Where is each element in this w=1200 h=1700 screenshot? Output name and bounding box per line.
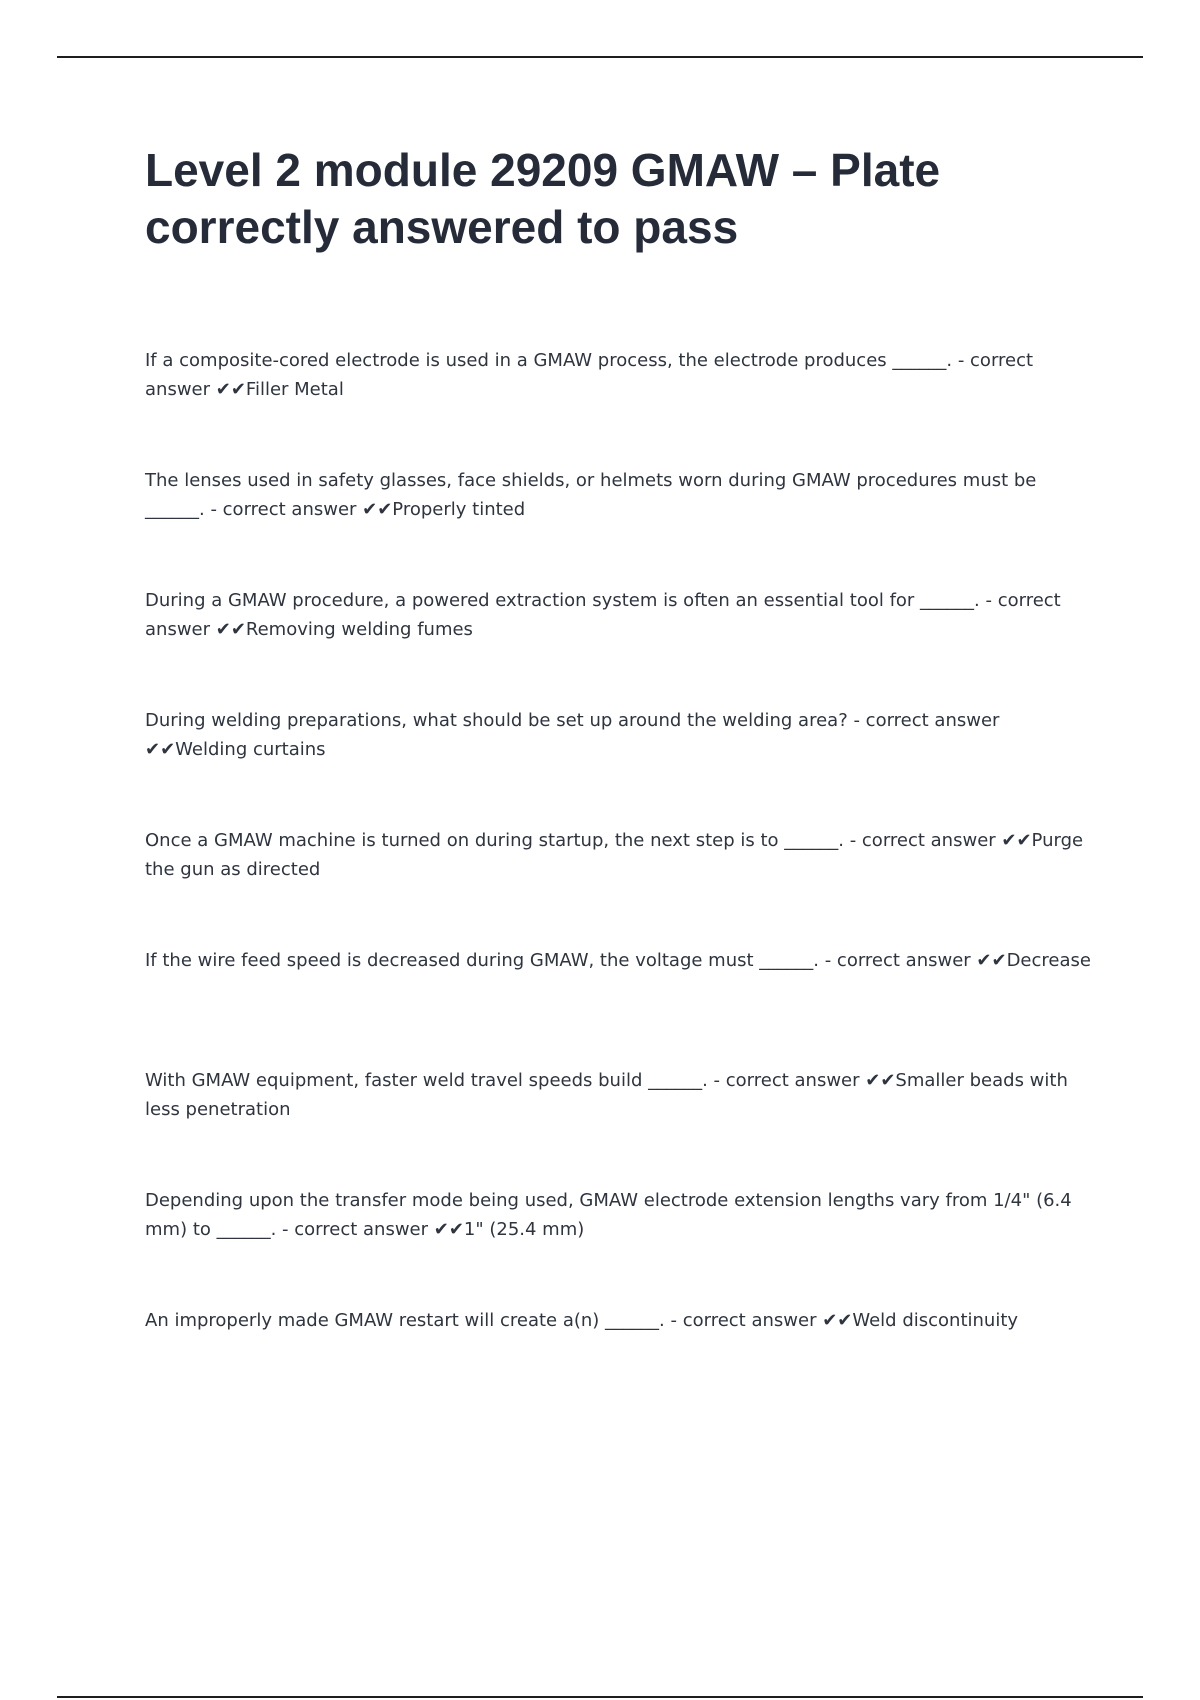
question-item: With GMAW equipment, faster weld travel speeds build ______. - correct answer ✔✔Smaller beads with less penetration	[145, 1070, 1068, 1120]
question-item: An improperly made GMAW restart will create a(n) ______. - correct answer ✔✔Weld discontinuity	[145, 1310, 1019, 1331]
footer-rule	[57, 1696, 1143, 1698]
question-item: If a composite-cored electrode is used in a GMAW process, the electrode produces ______. - correct answer ✔✔Filler Metal	[145, 350, 1034, 400]
question-item: Once a GMAW machine is turned on during startup, the next step is to ______. - correct answer ✔✔Purge the gun as directed	[145, 830, 1084, 880]
header-rule	[57, 56, 1143, 58]
question-item: Depending upon the transfer mode being used, GMAW electrode extension lengths vary from 1/4" (6.4 mm) to ______. - correct answer ✔✔1" (25.4 mm)	[145, 1190, 1072, 1240]
question-list	[145, 346, 1095, 1426]
question-item: During a GMAW procedure, a powered extraction system is often an essential tool for ______. - correct answer ✔✔Removing welding fumes	[145, 590, 1061, 640]
document-title: Level 2 module 29209 GMAW – Plate correctly answered to pass	[145, 144, 941, 253]
question-item: The lenses used in safety glasses, face shields, or helmets worn during GMAW procedures must be ______. - correct answer ✔✔Properly tinted	[145, 470, 1037, 520]
question-item: If the wire feed speed is decreased during GMAW, the voltage must ______. - correct answer ✔✔Decrease	[145, 950, 1091, 971]
question-item: During welding preparations, what should be set up around the welding area? - correct answer ✔✔Welding curtains	[145, 710, 1000, 760]
